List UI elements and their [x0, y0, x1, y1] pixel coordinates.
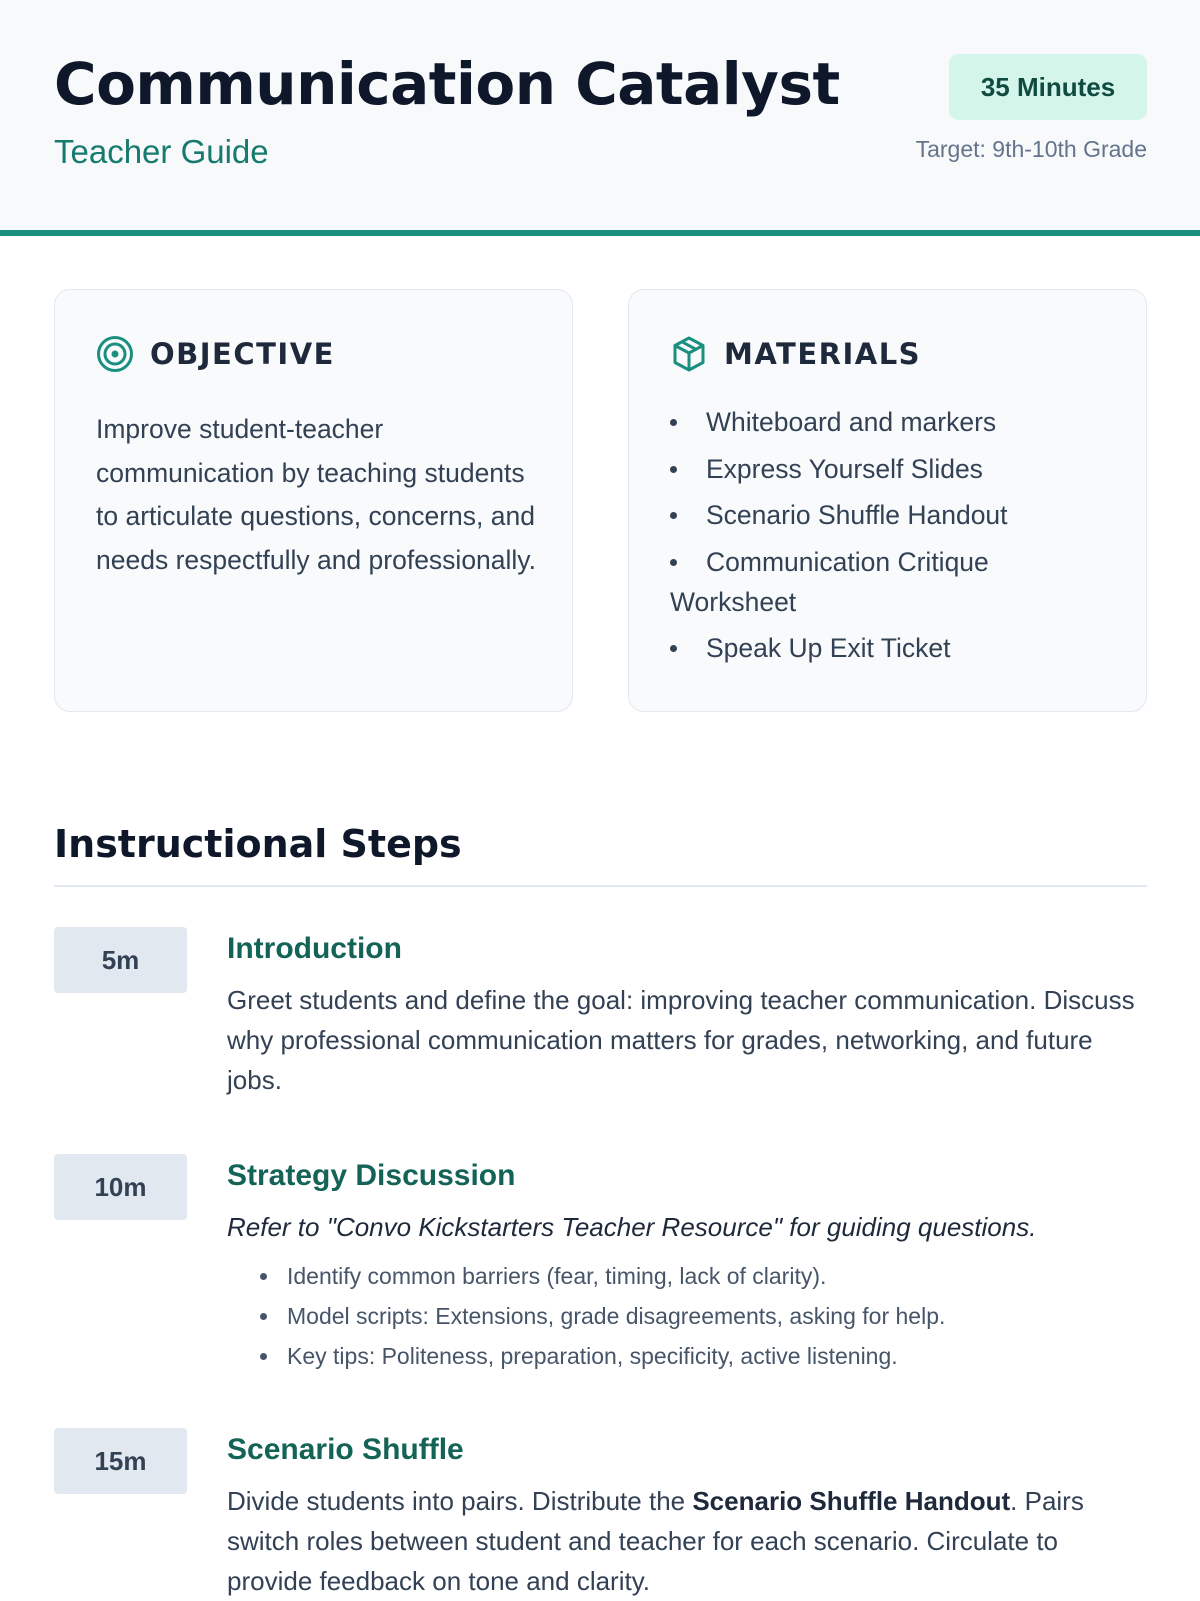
- objective-card: [54, 289, 573, 712]
- step-text-part: Divide students into pairs. Distribute the: [227, 1486, 693, 1516]
- header: [0, 0, 1200, 236]
- step-body: [227, 1428, 1147, 1601]
- step-text-part: . Pairs switch roles between student and teacher for each scenario. Circulate to provide feedback on tone and clarity.: [227, 1486, 1084, 1596]
- section-title: Instructional Steps: [54, 822, 462, 866]
- page-subtitle: Teacher Guide: [54, 133, 269, 170]
- page-title: Communication Catalyst: [54, 50, 840, 118]
- summary-cards: [54, 289, 1147, 712]
- time-badge: 5m: [54, 927, 187, 993]
- box-icon: [670, 335, 708, 373]
- time-badge: 10m: [54, 1154, 187, 1220]
- step-text: [227, 1481, 1147, 1601]
- step-title: Introduction: [227, 932, 402, 965]
- materials-title: MATERIALS: [724, 337, 922, 371]
- materials-card: [628, 289, 1147, 712]
- list-item: Key tips: Politeness, preparation, specificity, active listening.: [260, 1336, 1147, 1376]
- list-item: Express Yourself Slides: [670, 449, 1110, 489]
- list-item: Communication Critique Worksheet: [670, 542, 1110, 622]
- objective-title: OBJECTIVE: [150, 337, 335, 371]
- target-grade: Target: 9th-10th Grade: [915, 136, 1147, 162]
- list-item: Scenario Shuffle Handout: [670, 495, 1110, 535]
- duration-badge: 35 Minutes: [949, 54, 1147, 120]
- materials-header: [670, 335, 921, 373]
- list-item: Identify common barriers (fear, timing, lack of clarity).: [260, 1256, 1147, 1296]
- list-item: Speak Up Exit Ticket: [670, 628, 1110, 668]
- step-bullets: [227, 1256, 1147, 1376]
- step-note: Refer to "Convo Kickstarters Teacher Resource" for guiding questions.: [227, 1212, 1037, 1242]
- step-title: Strategy Discussion: [227, 1159, 516, 1192]
- section-divider: [54, 885, 1147, 887]
- list-item: Model scripts: Extensions, grade disagreements, asking for help.: [260, 1296, 1147, 1336]
- time-badge: 15m: [54, 1428, 187, 1494]
- materials-list: [670, 402, 1110, 675]
- step-body: [227, 1154, 1147, 1376]
- step-title: Scenario Shuffle: [227, 1433, 464, 1466]
- handout-name: Scenario Shuffle Handout: [692, 1486, 1011, 1516]
- step-body: [227, 927, 1147, 1100]
- objective-header: [96, 335, 335, 373]
- step-text: Greet students and define the goal: improving teacher communication. Discuss why professional communication matters for grades, networking, and future jobs.: [227, 985, 1135, 1095]
- target-icon: [96, 335, 134, 373]
- list-item: Whiteboard and markers: [670, 402, 1110, 442]
- objective-text: Improve student-teacher communication by teaching students to articulate questions, concerns, and needs respectfully and professionally.: [96, 414, 536, 575]
